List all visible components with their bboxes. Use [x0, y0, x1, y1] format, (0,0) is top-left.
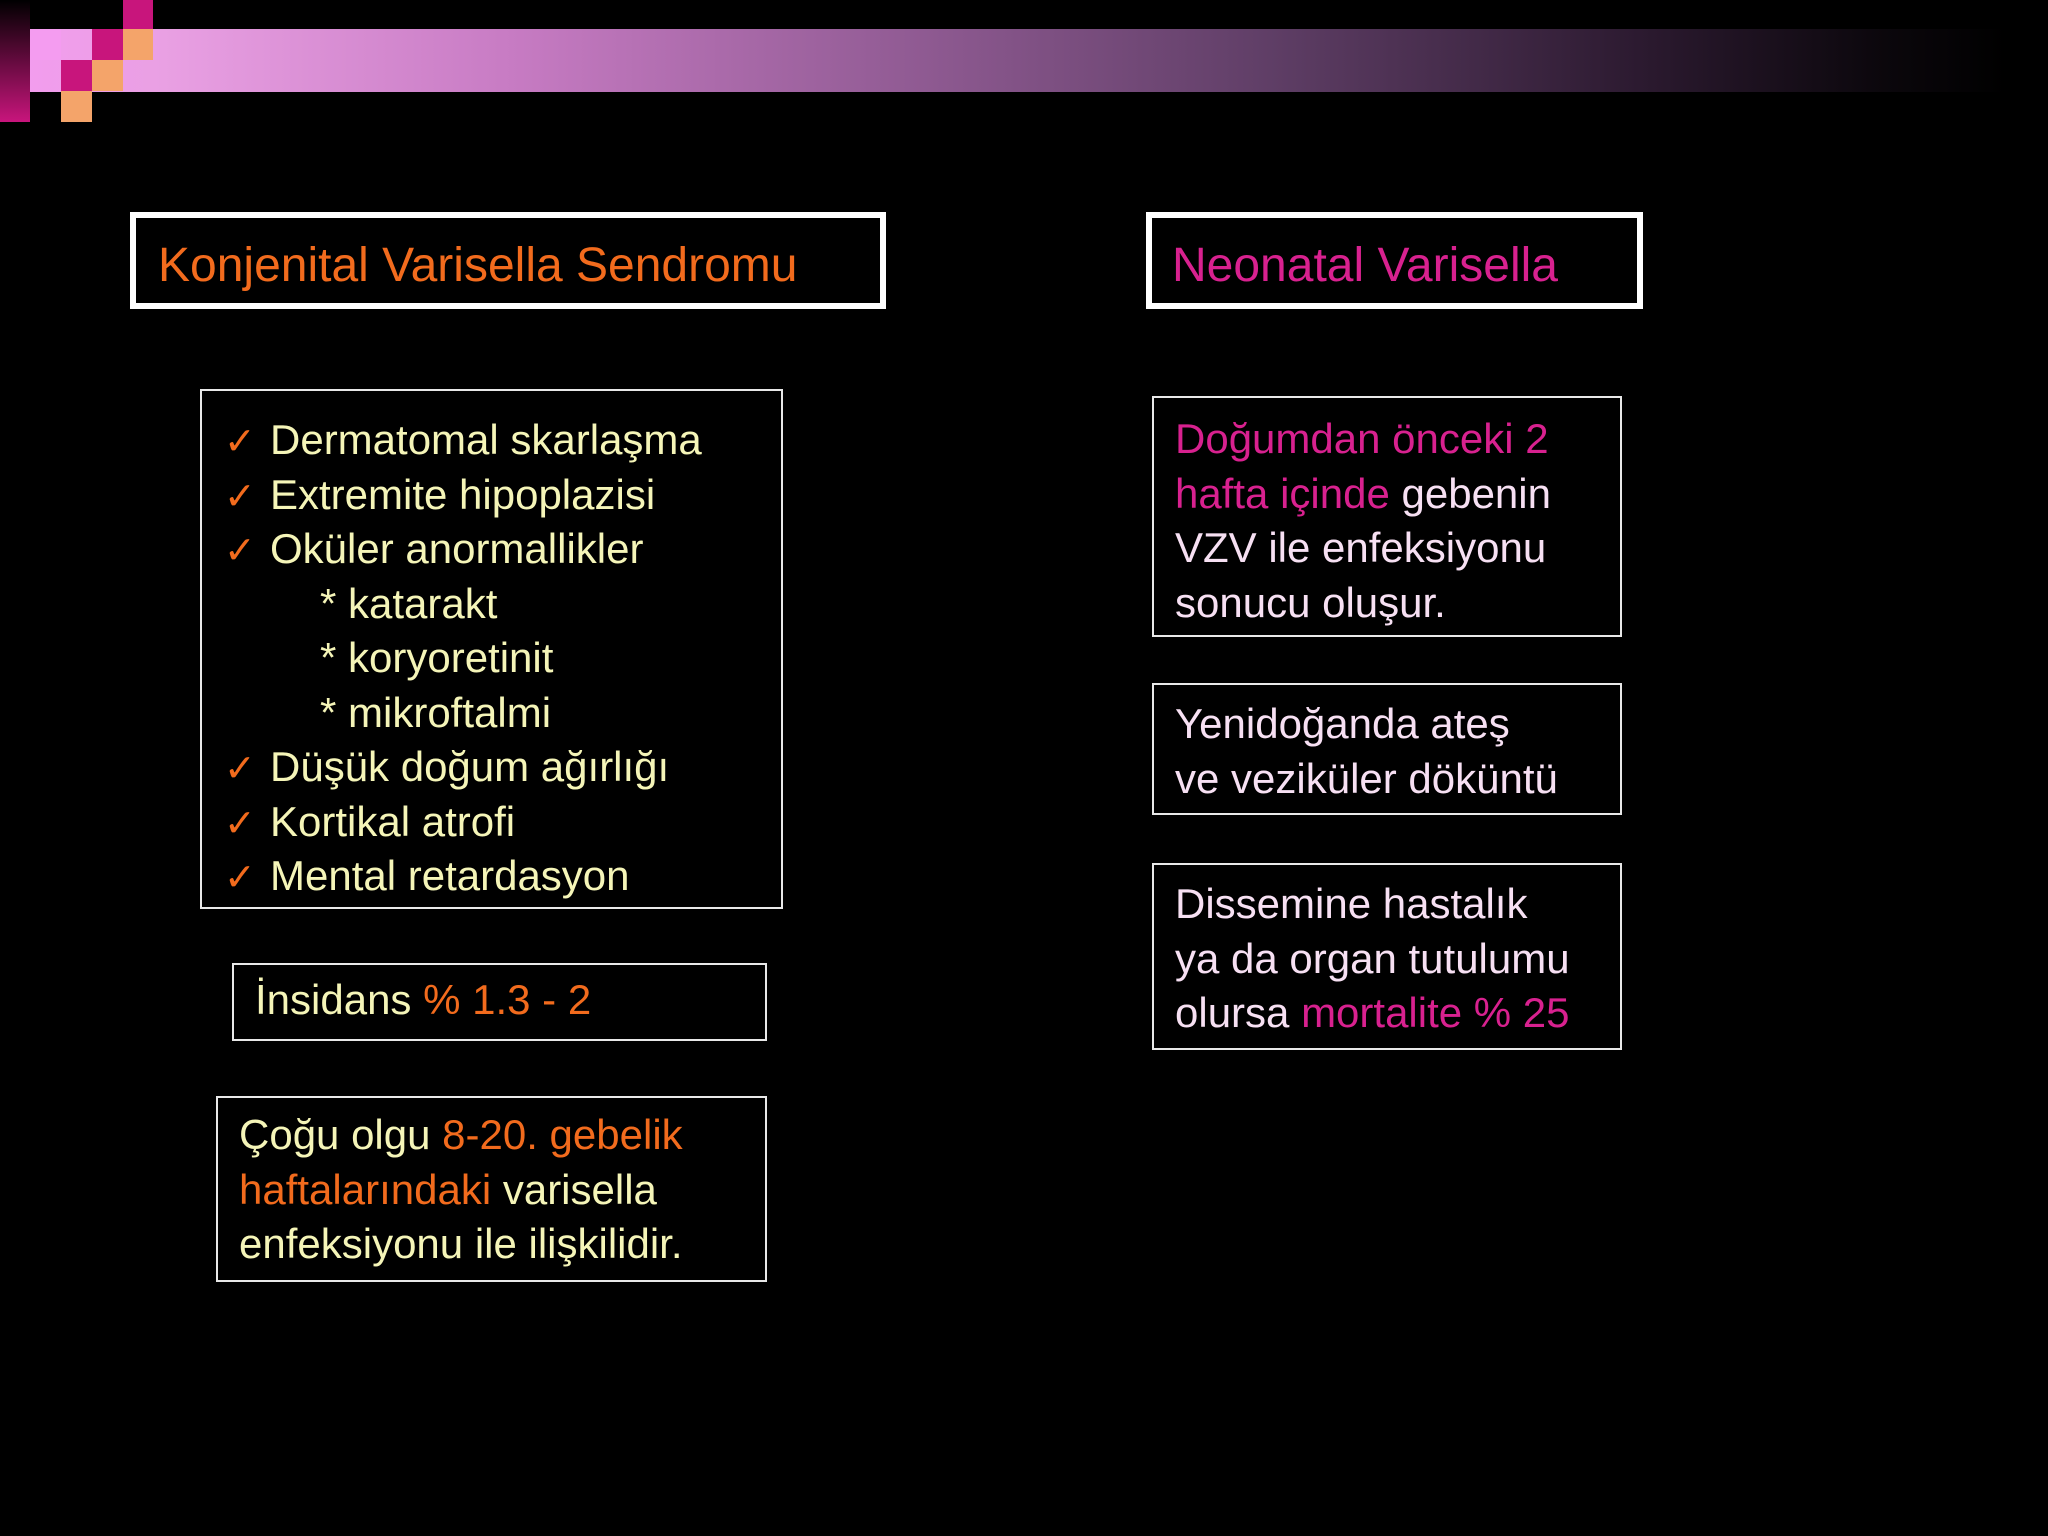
- neonatal-cause-box: [1152, 396, 1622, 637]
- incidence-label: İnsidans: [255, 976, 424, 1023]
- findings-item-text: * mikroftalmi: [320, 688, 552, 736]
- mortality-highlight: mortalite % 25: [1301, 989, 1570, 1036]
- note-highlight-1: 8-20. gebelik: [442, 1111, 683, 1158]
- checkmark-icon: ✓: [224, 800, 256, 845]
- checkmark-icon: ✓: [224, 419, 256, 463]
- findings-item-text: Oküler anormallikler: [270, 525, 644, 572]
- neonatal-mortality-box: [1152, 863, 1622, 1050]
- findings-item: [224, 740, 781, 795]
- findings-item: [224, 522, 781, 577]
- incidence-box: [232, 963, 767, 1041]
- cause-highlight: hafta içinde: [1175, 469, 1390, 517]
- findings-subitem: [224, 577, 781, 632]
- findings-item: [224, 413, 781, 468]
- findings-item-text: Kortikal atrofi: [270, 797, 516, 845]
- note-highlight-2: haftalarındaki: [239, 1165, 492, 1213]
- checkmark-icon: ✓: [224, 473, 256, 518]
- cause-line-4: sonucu oluşur.: [1175, 578, 1446, 626]
- incidence-value: % 1.3 - 2: [423, 976, 592, 1023]
- findings-subitem: [224, 631, 781, 686]
- findings-item: [224, 468, 781, 523]
- note-text-2: varisella: [491, 1165, 657, 1213]
- mortality-line-3: olursa: [1175, 989, 1302, 1036]
- symptoms-line-2: ve veziküler döküntü: [1175, 754, 1558, 802]
- gestation-note-box: [216, 1096, 767, 1282]
- findings-item: [224, 849, 781, 904]
- congenital-heading: Konjenital Varisella Sendromu: [158, 239, 798, 292]
- findings-subitem: [224, 686, 781, 741]
- findings-item-text: Extremite hipoplazisi: [270, 470, 656, 518]
- cause-line-2: gebenin: [1389, 469, 1551, 517]
- findings-item: [224, 795, 781, 850]
- checkmark-icon: ✓: [224, 855, 256, 899]
- mortality-line-2: ya da organ tutulumu: [1175, 934, 1570, 982]
- congenital-heading-box: [130, 212, 886, 309]
- checkmark-icon: ✓: [224, 528, 256, 572]
- findings-item-text: Mental retardasyon: [270, 852, 630, 899]
- note-text-1: Çoğu olgu: [239, 1111, 443, 1158]
- congenital-findings-box: [200, 389, 783, 909]
- findings-item-text: * katarakt: [320, 579, 498, 627]
- findings-item-text: Düşük doğum ağırlığı: [270, 743, 670, 790]
- neonatal-symptoms-box: [1152, 683, 1622, 815]
- neonatal-heading-box: [1146, 212, 1643, 309]
- symptoms-line-1: Yenidoğanda ateş: [1175, 700, 1510, 747]
- findings-list: [224, 413, 781, 904]
- cause-line-1: Doğumdan önceki 2: [1175, 415, 1549, 462]
- findings-item-text: * koryoretinit: [320, 634, 554, 681]
- neonatal-heading: Neonatal Varisella: [1172, 239, 1558, 292]
- header-gradient-bar: [0, 29, 2048, 92]
- checkmark-icon: ✓: [224, 746, 256, 790]
- findings-item-text: Dermatomal skarlaşma: [270, 416, 702, 463]
- cause-line-3: VZV ile enfeksiyonu: [1175, 524, 1547, 571]
- mortality-line-1: Dissemine hastalık: [1175, 880, 1528, 927]
- note-text-3: enfeksiyonu ile ilişkilidir.: [239, 1220, 683, 1267]
